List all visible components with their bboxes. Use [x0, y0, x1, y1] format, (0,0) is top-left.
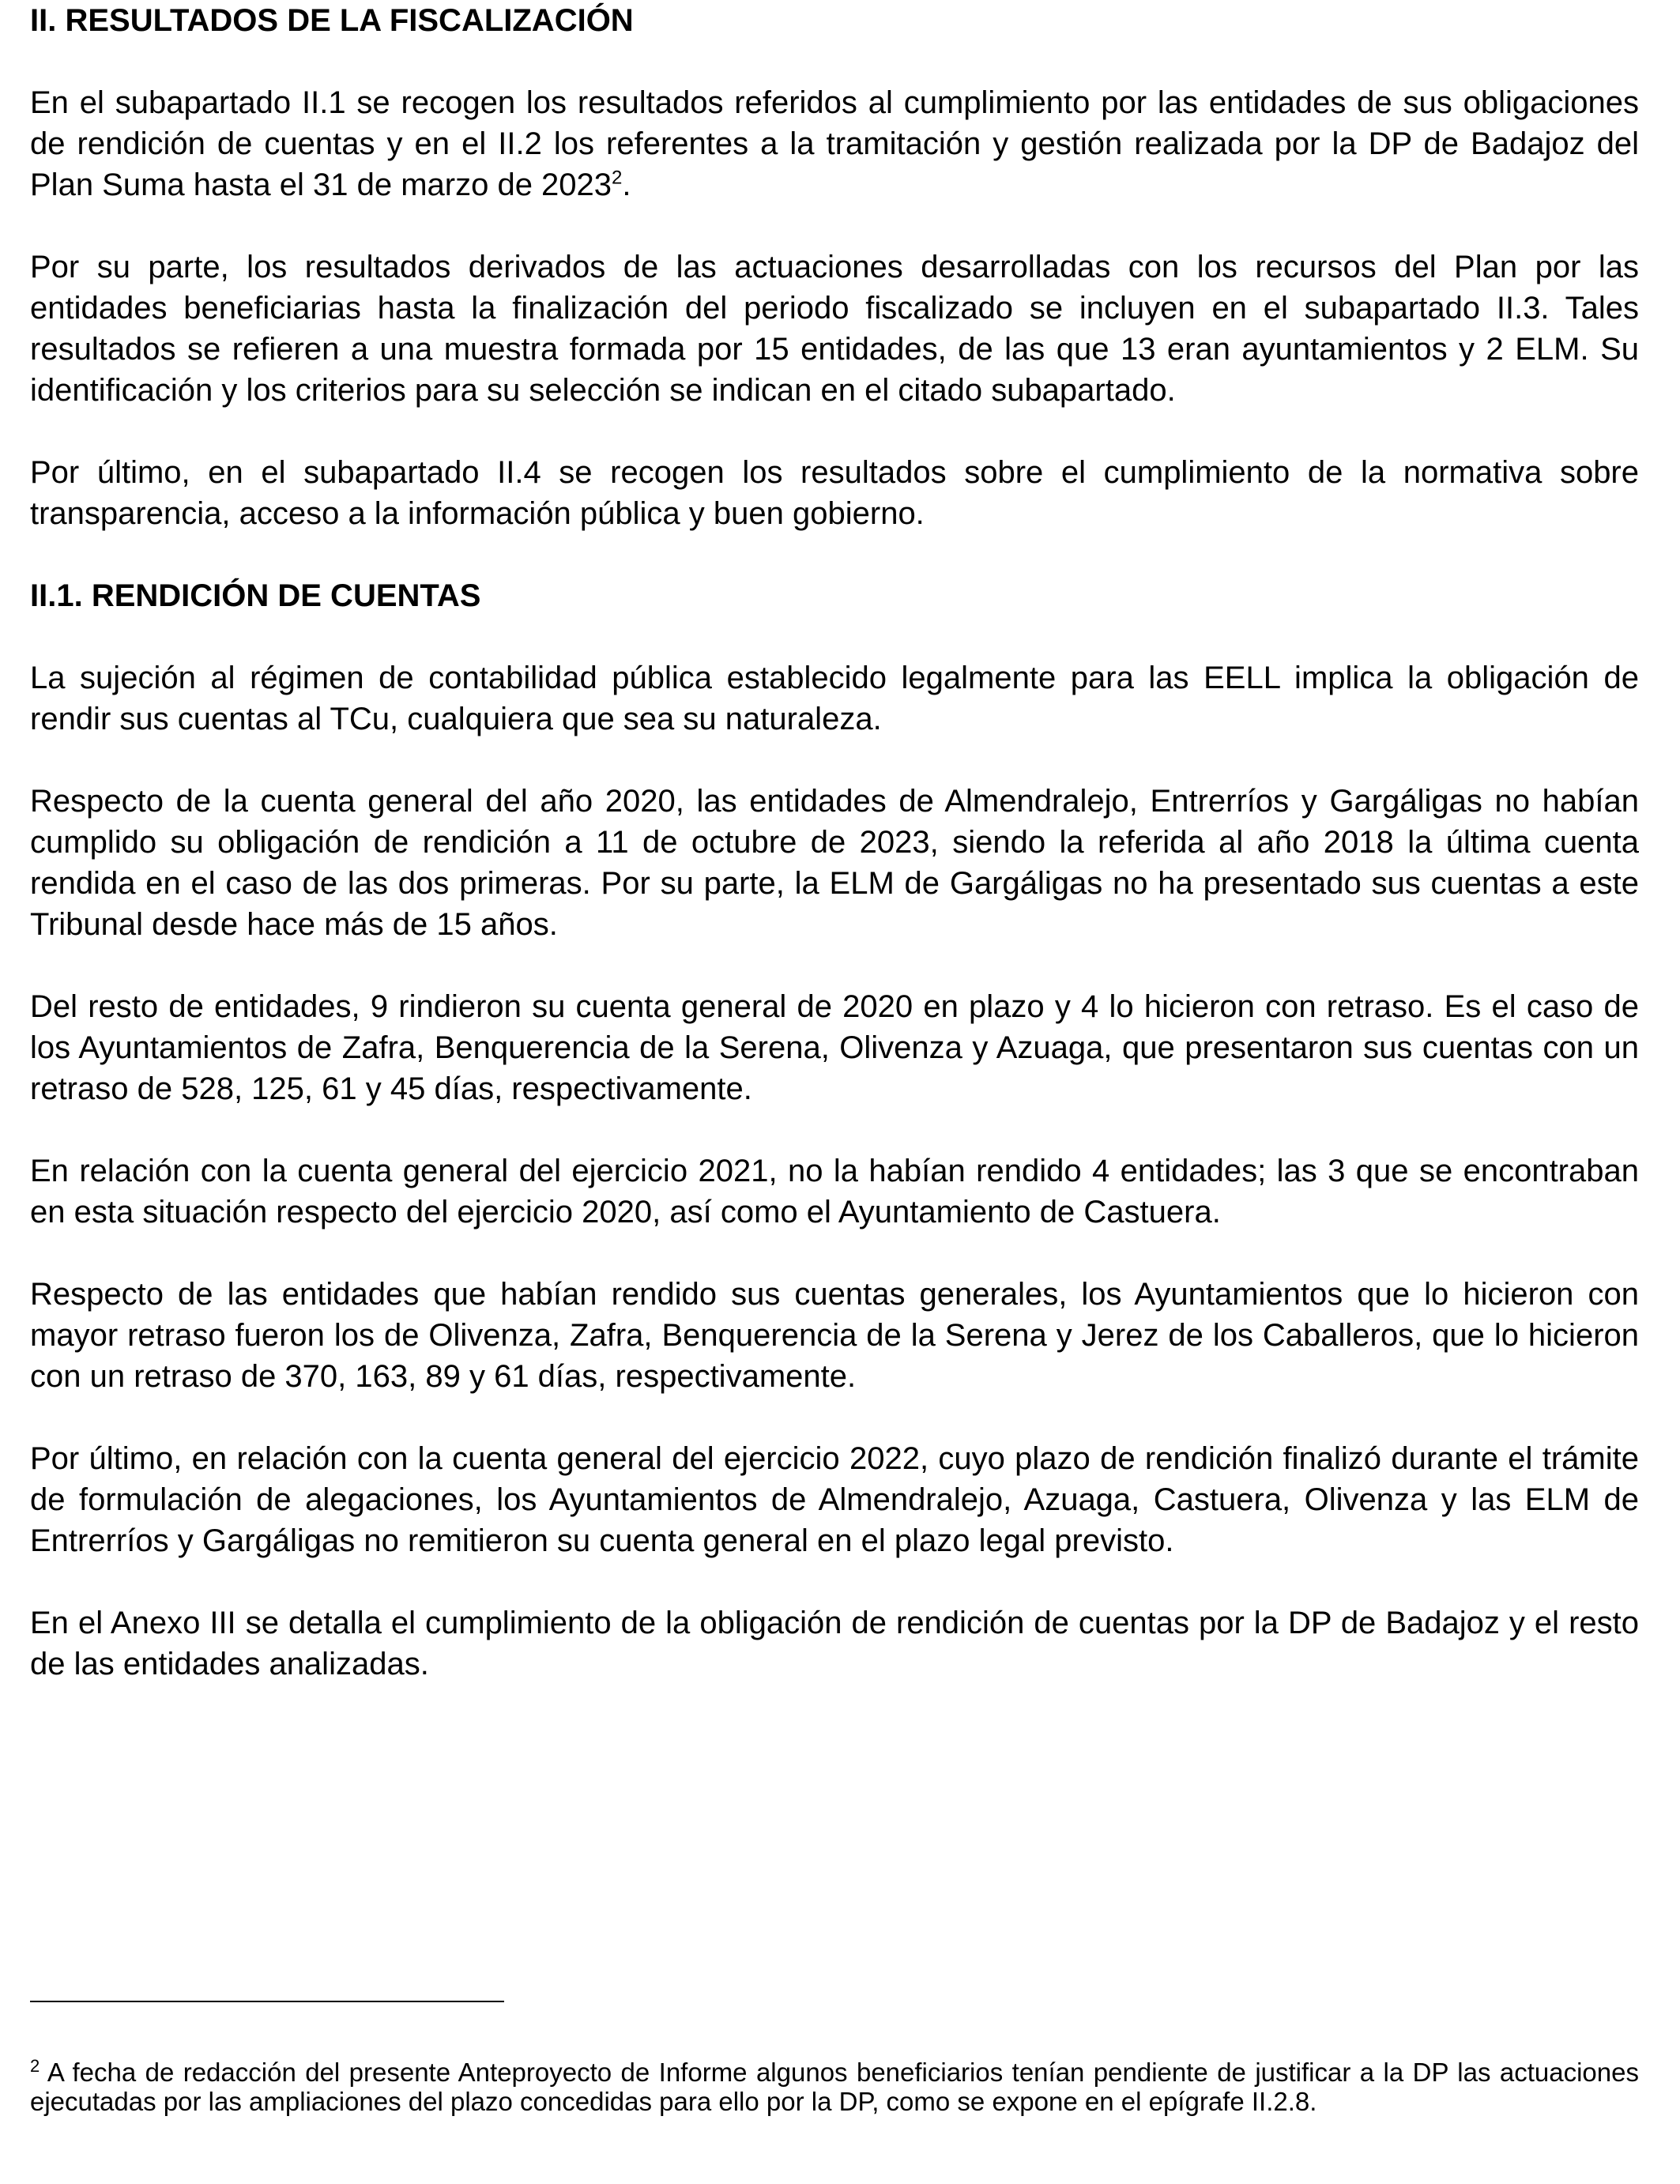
document-page — [30, 0, 1639, 1685]
spacer — [30, 1397, 1639, 1438]
subsection-paragraph-1: La sujeción al régimen de contabilidad pública establecido legalmente para las EELL implica la obligación de rendir sus cuentas al TCu, cualquiera que sea su naturaleza. — [30, 661, 1639, 736]
spacer — [30, 945, 1639, 986]
paragraph-text: En el subapartado II.1 se recogen los resultados referidos al cumplimiento por las entidades de sus obligaciones de rendición de cuentas y en el II.2 los referentes a la tramitación y gestión realizada por la DP de Badajoz del Plan Suma hasta el 31 de marzo de 2023 — [30, 85, 1639, 202]
section-paragraph-1 — [30, 82, 1639, 205]
footnote-separator — [30, 2001, 504, 2002]
spacer — [30, 411, 1639, 452]
subsection-paragraph-7: En el Anexo III se detalla el cumplimiento de la obligación de rendición de cuentas por la DP de Badajoz y el resto de las entidades analizadas. — [30, 1606, 1639, 1681]
spacer — [30, 1109, 1639, 1150]
footnote-reference[interactable]: 2 — [612, 167, 623, 189]
subsection-paragraph-5: Respecto de las entidades que habían rendido sus cuentas generales, los Ayuntamientos que lo hicieron con mayor retraso fueron los de Olivenza, Zafra, Benquerencia de la Serena y Jerez de los Caballeros, que lo hicieron con un retraso de 370, 163, 89 y 61 días, respectivamente. — [30, 1277, 1639, 1394]
subsection-paragraph-4: En relación con la cuenta general del ejercicio 2021, no la habían rendido 4 entidades; las 3 que se encontraban en esta situación respecto del ejercicio 2020, así como el Ayuntamiento de Castuera. — [30, 1154, 1639, 1229]
section-paragraph-3: Por último, en el subapartado II.4 se recogen los resultados sobre el cumplimiento de la normativa sobre transparencia, acceso a la información pública y buen gobierno. — [30, 455, 1639, 531]
footnote-text: A fecha de redacción del presente Anteproyecto de Informe algunos beneficiarios tenían pendiente de justificar a la DP las actuaciones ejecutadas por las ampliaciones del plazo concedidas para ello por la DP, como se expone en el epígrafe II.2.8. — [30, 2058, 1639, 2116]
paragraph-tail: . — [622, 168, 631, 202]
subsection-paragraph-3: Del resto de entidades, 9 rindieron su cuenta general de 2020 en plazo y 4 lo hicieron con retraso. Es el caso de los Ayuntamientos de Zafra, Benquerencia de la Serena, Olivenza y Azuaga, que presentaron sus cuentas con un retraso de 528, 125, 61 y 45 días, respectivamente. — [30, 989, 1639, 1106]
spacer — [30, 534, 1639, 575]
footnote — [30, 2058, 1639, 2116]
spacer — [30, 1233, 1639, 1274]
section-paragraph-2: Por su parte, los resultados derivados de las actuaciones desarrolladas con los recursos del Plan por las entidades beneficiarias hasta la finalización del periodo fiscalizado se incluyen en el subapartado II.3. Tales resultados se refieren a una muestra formada por 15 entidades, de las que 13 eran ayuntamientos y 2 ELM. Su identificación y los criterios para su selección se indican en el citado subapartado. — [30, 250, 1639, 408]
spacer — [30, 41, 1639, 82]
spacer — [30, 205, 1639, 247]
subsection-title: II.1. RENDICIÓN DE CUENTAS — [30, 578, 481, 613]
spacer — [30, 1561, 1639, 1602]
subsection-paragraph-6: Por último, en relación con la cuenta general del ejercicio 2022, cuyo plazo de rendición finalizó durante el trámite de formulación de alegaciones, los Ayuntamientos de Almendralejo, Azuaga, Castuera, Olivenza y las ELM de Entrerríos y Gargáligas no remitieron su cuenta general en el plazo legal previsto. — [30, 1441, 1639, 1558]
footnote-number: 2 — [30, 2056, 40, 2076]
spacer — [30, 740, 1639, 781]
section-title: II. RESULTADOS DE LA FISCALIZACIÓN — [30, 3, 634, 38]
subsection-paragraph-2: Respecto de la cuenta general del año 2020, las entidades de Almendralejo, Entrerríos y Gargáligas no habían cumplido su obligación de rendición a 11 de octubre de 2023, siendo la referida al año 2018 la última cuenta rendida en el caso de las dos primeras. Por su parte, la ELM de Gargáligas no ha presentado sus cuentas a este Tribunal desde hace más de 15 años. — [30, 784, 1639, 942]
spacer — [30, 616, 1639, 657]
